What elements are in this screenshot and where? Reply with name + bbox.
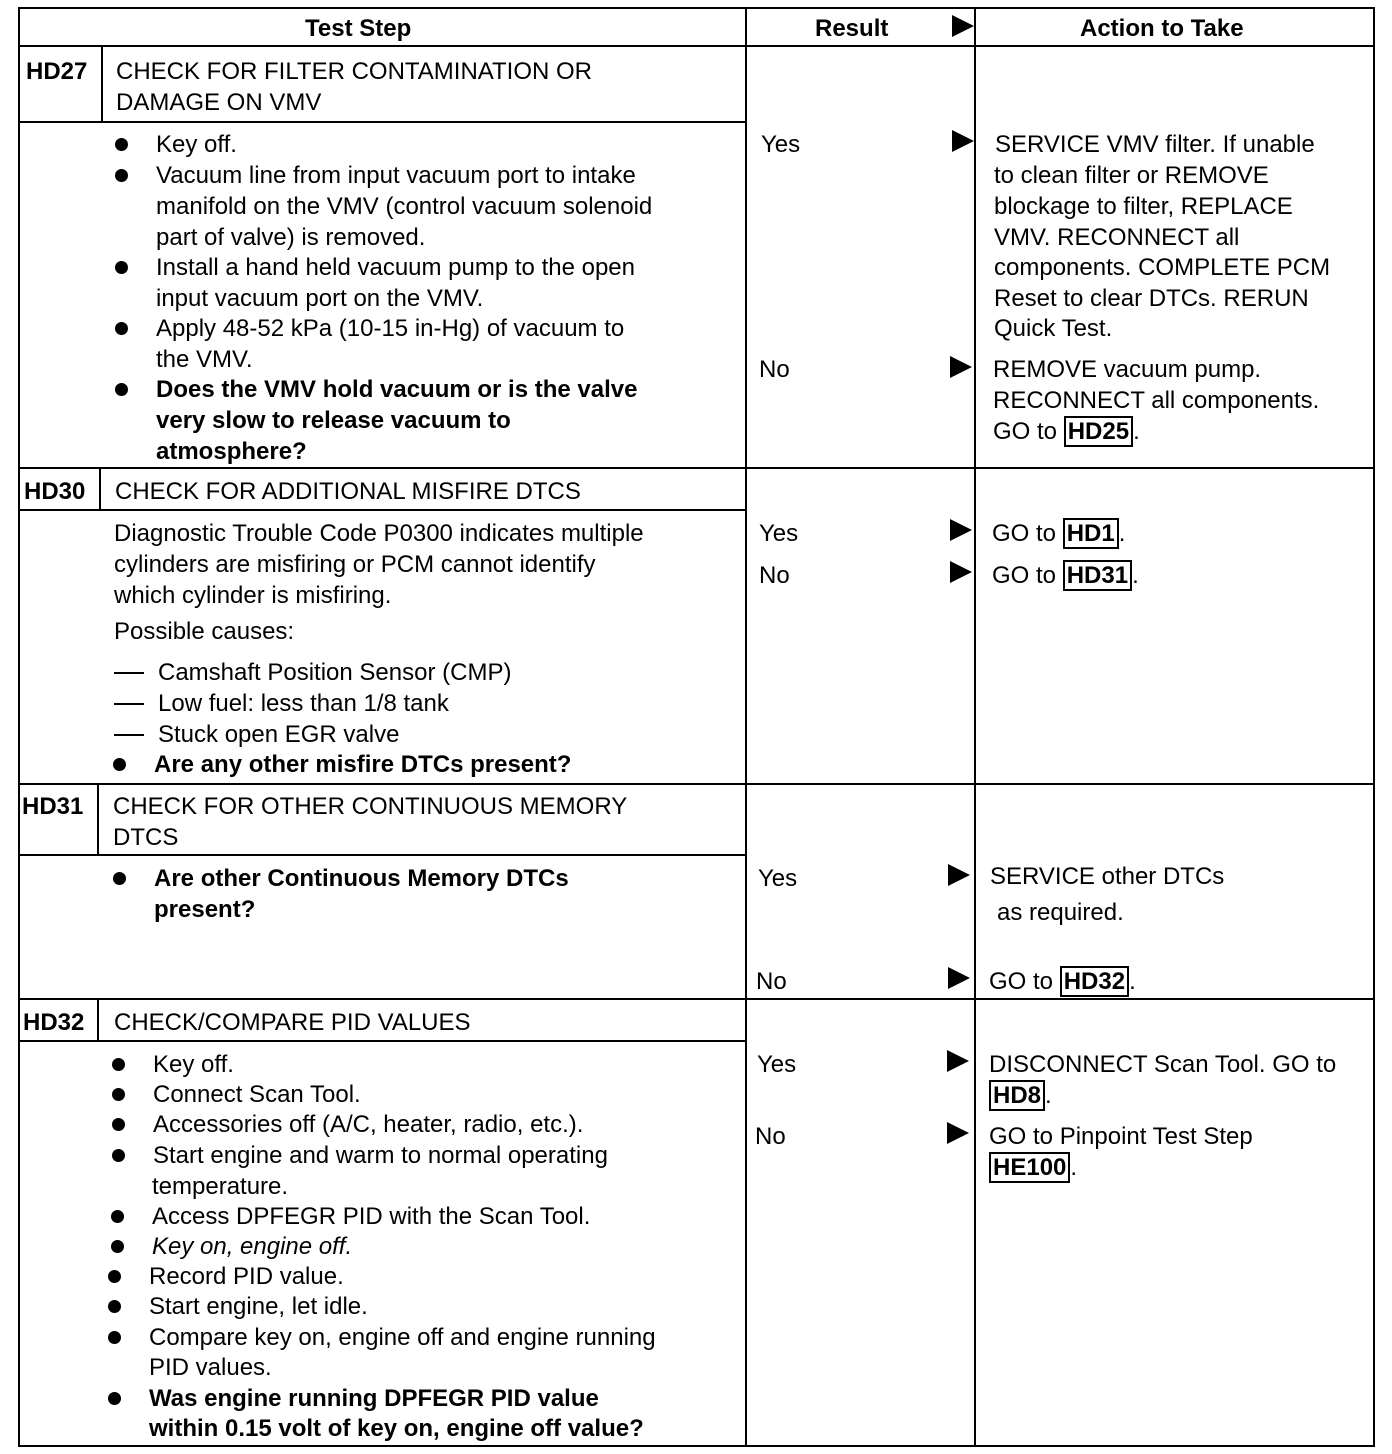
dash-icon <box>114 734 144 736</box>
step-title: CHECK FOR OTHER CONTINUOUS MEMORY <box>113 793 628 820</box>
action-text: blockage to filter, REPLACE <box>994 193 1293 220</box>
row-divider <box>18 998 1375 1000</box>
step-question: present? <box>154 896 256 923</box>
stepid-divider <box>97 998 99 1042</box>
step-text: manifold on the VMV (control vacuum solenoid <box>156 193 653 220</box>
arrow-icon <box>948 967 970 989</box>
arrow-icon <box>947 1050 969 1072</box>
action-text: components. COMPLETE PCM <box>994 254 1331 281</box>
column-divider-result <box>745 7 747 1447</box>
dash-icon <box>114 672 144 674</box>
bullet-icon <box>115 169 128 182</box>
goto-label: GO to <box>989 968 1054 995</box>
step-text: PID values. <box>149 1354 272 1381</box>
step-text: part of valve) is removed. <box>156 224 426 251</box>
result-yes: Yes <box>761 131 801 158</box>
result-no: No <box>759 562 790 589</box>
step-title: DAMAGE ON VMV <box>116 89 322 116</box>
step-text: Vacuum line from input vacuum port to intake <box>156 162 636 189</box>
step-question: within 0.15 volt of key on, engine off value? <box>149 1415 644 1442</box>
header-result: Result <box>815 15 889 42</box>
header-action: Action to Take <box>1080 15 1244 42</box>
title-underline <box>18 509 747 511</box>
step-text: Connect Scan Tool. <box>153 1081 361 1108</box>
step-text: the VMV. <box>156 346 253 373</box>
bullet-icon <box>108 1300 121 1313</box>
goto-label: GO to <box>992 562 1057 589</box>
step-id: HD32 <box>23 1009 85 1036</box>
bullet-icon <box>115 138 128 151</box>
action-text: SERVICE VMV filter. If unable <box>995 131 1315 158</box>
step-title: CHECK FOR ADDITIONAL MISFIRE DTCS <box>115 478 581 505</box>
bullet-icon <box>115 261 128 274</box>
header-test-step: Test Step <box>305 15 412 42</box>
bullet-icon <box>108 1270 121 1283</box>
goto-label: GO to <box>992 520 1057 547</box>
action-text: REMOVE vacuum pump. <box>993 356 1262 383</box>
step-text: Record PID value. <box>149 1263 344 1290</box>
step-id: HD27 <box>26 58 88 85</box>
step-text: Compare key on, engine off and engine running <box>149 1324 656 1351</box>
bullet-icon <box>111 1240 124 1253</box>
bullet-icon <box>113 758 126 771</box>
title-underline <box>18 1040 747 1042</box>
dash-icon <box>114 703 144 705</box>
bullet-icon <box>115 322 128 335</box>
cause-item: Low fuel: less than 1/8 tank <box>158 690 449 717</box>
action-text: SERVICE other DTCs <box>990 863 1225 890</box>
step-id: HD30 <box>24 478 86 505</box>
column-divider-action <box>974 7 976 1447</box>
bullet-icon <box>115 383 128 396</box>
stepid-divider <box>97 783 99 856</box>
arrow-icon <box>952 130 974 152</box>
action-text: GO to Pinpoint Test Step <box>989 1123 1253 1150</box>
result-no: No <box>756 968 787 995</box>
step-text: Start engine and warm to normal operating <box>153 1142 608 1169</box>
bullet-icon <box>112 1149 125 1162</box>
action-text: to clean filter or REMOVE <box>994 162 1269 189</box>
step-text: cylinders are misfiring or PCM cannot identify <box>114 551 596 578</box>
step-text: input vacuum port on the VMV. <box>156 285 484 312</box>
result-yes: Yes <box>757 1051 797 1078</box>
step-title: DTCS <box>113 824 179 851</box>
cause-item: Camshaft Position Sensor (CMP) <box>158 659 512 686</box>
stepid-divider <box>101 45 103 123</box>
step-reference-link[interactable]: HD8 <box>989 1080 1045 1111</box>
step-reference-link[interactable]: HD32 <box>1060 966 1129 997</box>
action-goto: GO to HD25 . <box>993 418 1140 445</box>
arrow-icon <box>950 561 972 583</box>
step-question: Was engine running DPFEGR PID value <box>149 1385 599 1412</box>
step-text: Possible causes: <box>114 618 295 645</box>
table-border-right <box>1373 7 1375 1447</box>
action-text: VMV. RECONNECT all <box>994 224 1240 251</box>
row-divider <box>18 783 1375 785</box>
step-text: Apply 48-52 kPa (10-15 in-Hg) of vacuum to <box>156 315 625 342</box>
arrow-icon <box>950 356 972 378</box>
bullet-icon <box>112 1088 125 1101</box>
action-text: RECONNECT all components. <box>993 387 1320 414</box>
stepid-divider <box>99 467 101 511</box>
step-text: Diagnostic Trouble Code P0300 indicates multiple <box>114 520 644 547</box>
header-arrow-icon <box>952 15 974 37</box>
step-title: CHECK/COMPARE PID VALUES <box>114 1009 471 1036</box>
step-text: Key off. <box>156 131 237 158</box>
title-underline <box>18 854 747 856</box>
action-text: Reset to clear DTCs. RERUN <box>994 285 1309 312</box>
step-text: Key on, engine off. <box>152 1233 353 1260</box>
step-text: which cylinder is misfiring. <box>114 582 392 609</box>
step-text: Install a hand held vacuum pump to the open <box>156 254 635 281</box>
action-text: DISCONNECT Scan Tool. GO to <box>989 1051 1337 1078</box>
step-text: Start engine, let idle. <box>149 1293 368 1320</box>
step-question: very slow to release vacuum to <box>156 407 511 434</box>
step-question: atmosphere? <box>156 438 307 465</box>
action-goto: GO to HD32 . <box>989 968 1136 995</box>
cause-item: Stuck open EGR valve <box>158 721 400 748</box>
step-text: Key off. <box>153 1051 234 1078</box>
step-title: CHECK FOR FILTER CONTAMINATION OR <box>116 58 593 85</box>
table-border-bottom <box>18 1445 1375 1447</box>
action-text: Quick Test. <box>994 315 1113 342</box>
bullet-icon <box>111 1210 124 1223</box>
goto-label: GO to <box>993 418 1058 445</box>
title-underline <box>18 121 747 123</box>
action-goto: HE100 . <box>989 1152 1077 1183</box>
row-divider <box>18 467 1375 469</box>
step-question: Does the VMV hold vacuum or is the valve <box>156 376 638 403</box>
step-question: Are any other misfire DTCs present? <box>154 751 572 778</box>
action-text: as required. <box>997 899 1124 926</box>
step-reference-link[interactable]: HE100 <box>989 1152 1070 1183</box>
bullet-icon <box>113 872 126 885</box>
step-reference-link[interactable]: HD1 <box>1063 518 1119 549</box>
action-goto: HD8 . <box>989 1080 1052 1111</box>
step-text: Access DPFEGR PID with the Scan Tool. <box>152 1203 591 1230</box>
bullet-icon <box>112 1058 125 1071</box>
header-divider <box>18 45 1375 47</box>
arrow-icon <box>950 519 972 541</box>
result-no: No <box>755 1123 786 1150</box>
step-reference-link[interactable]: HD25 <box>1064 416 1133 447</box>
step-reference-link[interactable]: HD31 <box>1063 560 1132 591</box>
result-yes: Yes <box>759 520 799 547</box>
step-text: Accessories off (A/C, heater, radio, etc.). <box>153 1111 584 1138</box>
action-goto: GO to HD1 . <box>992 520 1126 547</box>
step-id: HD31 <box>22 793 84 820</box>
bullet-icon <box>108 1331 121 1344</box>
result-yes: Yes <box>758 865 798 892</box>
step-question: Are other Continuous Memory DTCs <box>154 865 569 892</box>
table-border-top <box>18 7 1375 9</box>
bullet-icon <box>108 1392 121 1405</box>
bullet-icon <box>112 1118 125 1131</box>
result-no: No <box>759 356 790 383</box>
arrow-icon <box>947 1122 969 1144</box>
step-text: temperature. <box>152 1173 289 1200</box>
action-goto: GO to HD31 . <box>992 562 1139 589</box>
arrow-icon <box>948 864 970 886</box>
table-border-left <box>18 7 20 1447</box>
